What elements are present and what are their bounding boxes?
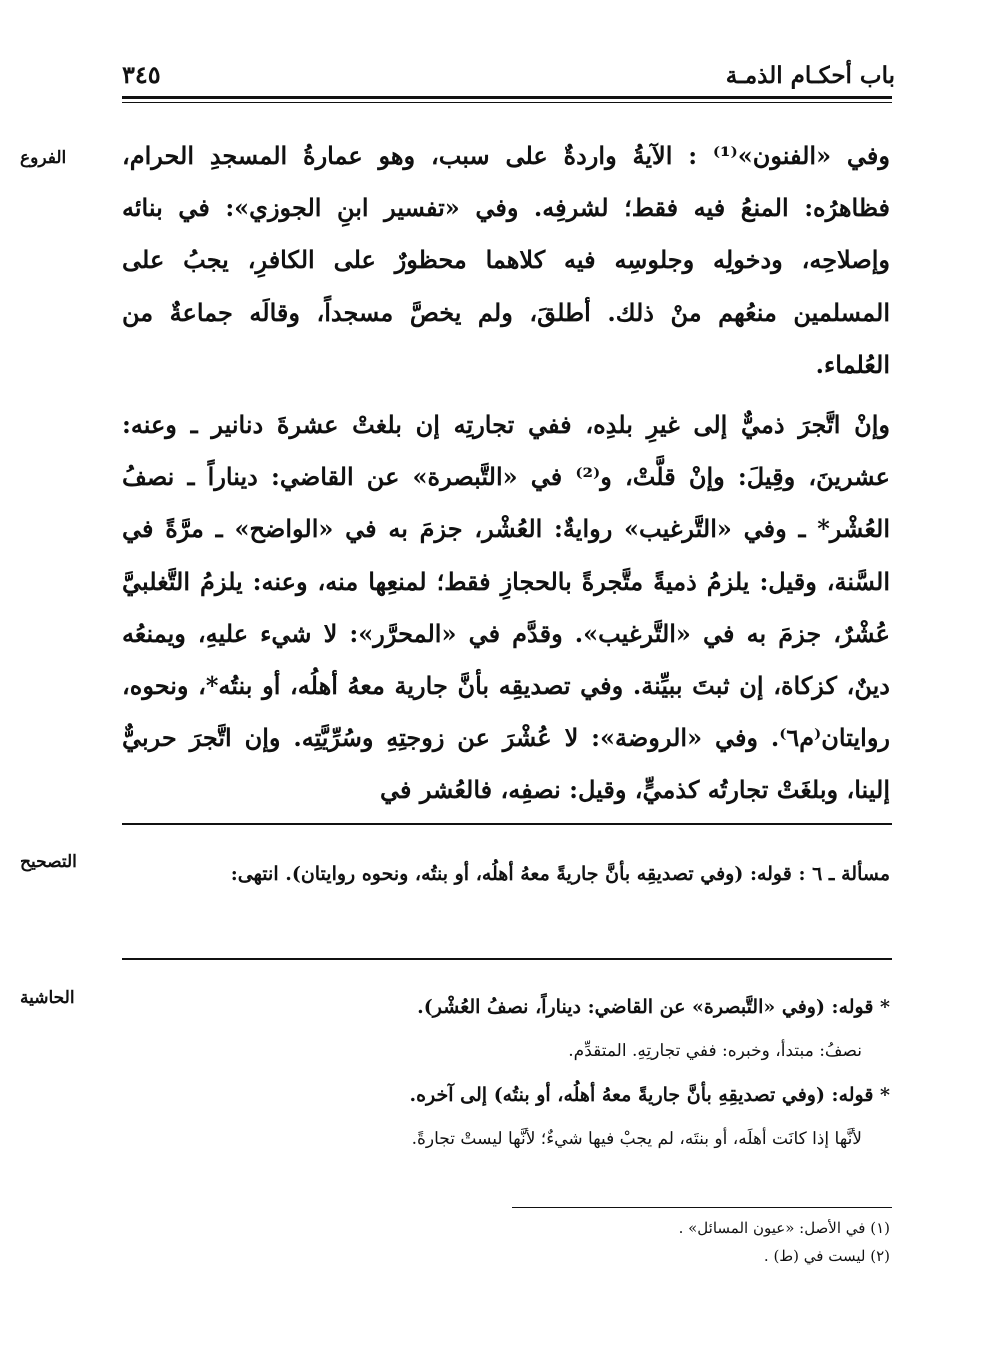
hashiya-section — [122, 985, 890, 1161]
main-text — [122, 130, 890, 817]
footnotes — [390, 1214, 890, 1270]
page-number: ٣٤٥ — [122, 60, 161, 89]
header-rule — [122, 96, 892, 99]
section-divider — [122, 823, 892, 825]
side-label-tashih: التصحيح — [20, 852, 77, 872]
running-title: باب أحكـام الذمـة — [725, 62, 895, 89]
footnote-rule — [512, 1207, 892, 1208]
section-divider — [122, 958, 892, 960]
side-label-hashiya: الحاشية — [20, 988, 75, 1008]
footnote: (٢) ليست في (ط) . — [763, 1247, 890, 1265]
footnote: (١) في الأصل: «عيون المسائل» . — [678, 1219, 890, 1237]
header-rule-thin — [122, 102, 892, 103]
correction-body: : قوله: (وفي تصديقِه بأنَّ جاريةً معهُ أهلُه، أو بنتُه، ونحوه روايتان). انتهى: — [230, 863, 806, 885]
hashiya-quote: * قوله: (وفي «التَّبصرة» عن القاضي: ديناراً، نصفُ العُشْر). — [417, 996, 890, 1018]
hashiya-explanation: لأنَّها إذا كانَت أهلَه، أو بنتَه، لم يجبْ فيها شيءٌ؛ لأنَّها ليستْ تجارةً. — [411, 1129, 862, 1149]
hashiya-quote: * قوله: (وفي تصديقِهِ بأنَّ جاريةً معهُ أهلُه، أو بنتُه) إلى آخره. — [409, 1084, 890, 1106]
side-label-furu: الفروع — [20, 148, 67, 168]
hashiya-explanation: نصفُ: مبتدأ، وخبره: ففي تجارتِهِ. المتقدِّم. — [568, 1041, 862, 1061]
main-paragraph: وفي «الفنون»⁽¹⁾ : الآيةُ واردةٌ على سبب، وهو عمارةُ المسجدِ الحرام، فظاهرُه: المنعُ فيه فقط؛ لشرفِه. وفي «تفسير ابنِ الجوزي»: في بنائه وإصلاحِه، ودخولِه وجلوسِه فيه كلاهما محظورٌ على الكافرِ، يجبُ على المسلمين منعُهم منْ ذلك. أطلقَ، ولم يخصَّ مسجداً، وقالَه جماعةٌ من العُلماء. — [122, 141, 891, 379]
correction-text — [122, 848, 890, 900]
main-paragraph: وإنْ اتَّجرَ ذميٌّ إلى غيرِ بلدِه، ففي تجارتِه إن بلغتْ عشرةَ دنانير ـ وعنه: عشرينَ، وقِيلَ: وإنْ قلَّتْ، و⁽²⁾ في «التَّبصرة» عن القاضي: ديناراً ـ نصفُ العُشْر* ـ وفي «التَّرغيب» روايةٌ: العُشْر، جزمَ به في «الواضح» ـ مرَّةً في السَّنة، وقيل: يلزمُ ذميةً متَّجرةً بالحجازِ فقط؛ لمنعِها منه، وعنه: يلزمُ التَّغلبيَّ عُشْرٌ، جزمَ به في «التَّرغيب». وقدَّم في «المحرَّر»: لا شيء عليهِ، ويمنعُه دينٌ، كزكاة، إن ثبتَ ببيِّنة. وفي تصديقِه بأنَّ جارية معهُ أهلُه، أو بنتُه*، ونحوه، روايتان⁽م٦⁾. وفي «الروضة»: لا عُشْرَ عن زوجتِهِ وسُرِّيَّتِه. وإن اتَّجرَ حربيٌّ إلينا، وبلغَتْ تجارتُه كذميٍّ، وقيل: نصفِه، فالعُشر في — [122, 410, 891, 805]
correction-label: مسألة ـ ٦ — [812, 863, 890, 885]
